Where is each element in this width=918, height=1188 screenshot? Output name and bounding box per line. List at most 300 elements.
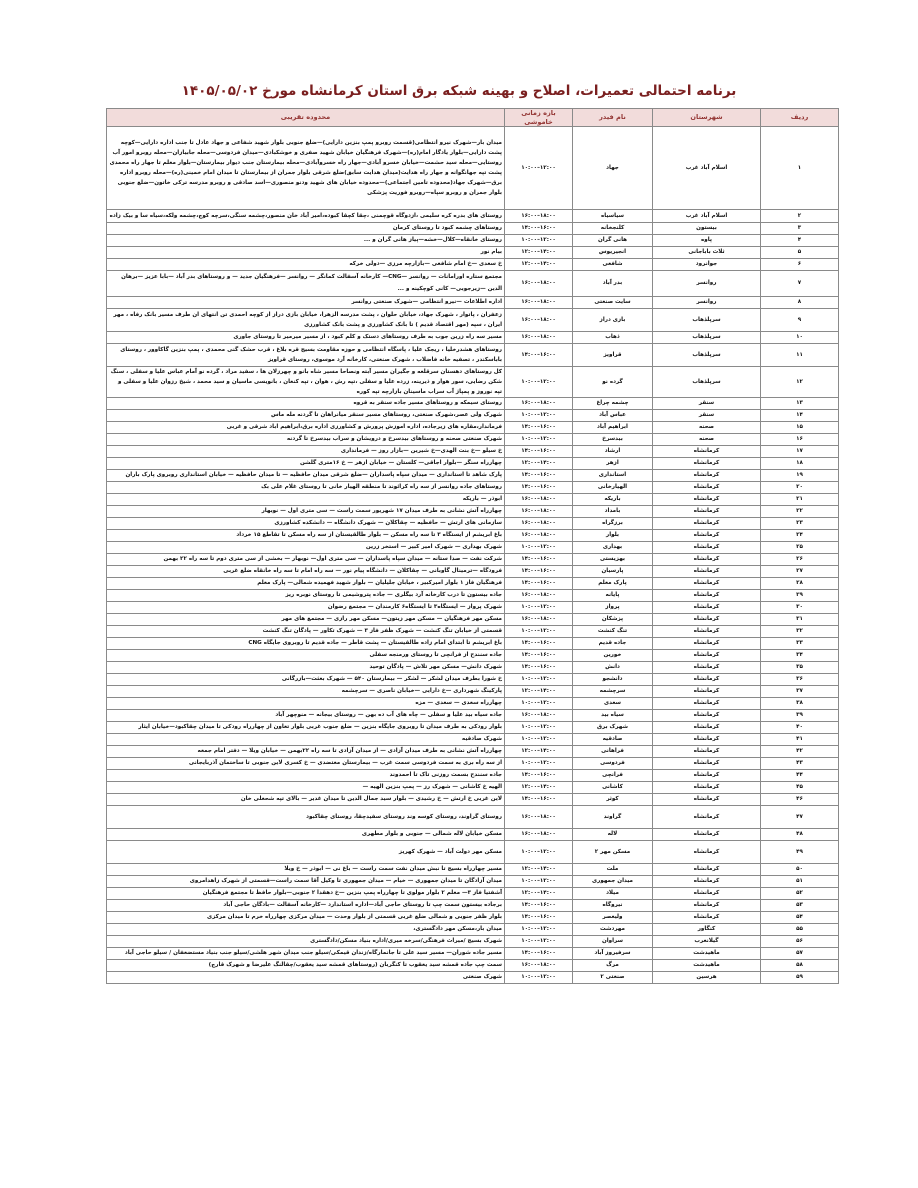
row-number-cell: ۳۴ — [761, 650, 839, 662]
table-row — [107, 518, 839, 530]
city-cell: کرمانشاه — [653, 794, 761, 806]
outage-schedule-table — [106, 108, 839, 984]
outage-time-cell: ۱۴:۰۰–۱۶:۰۰ — [505, 482, 573, 494]
row-number-cell: ۴۷ — [761, 806, 839, 829]
feeder-cell: پایانه — [573, 590, 653, 602]
row-number-cell: ۳۱ — [761, 614, 839, 626]
table-row — [107, 344, 839, 367]
feeder-cell: میدان جمهوری — [573, 876, 653, 888]
row-number-cell: ۴۸ — [761, 829, 839, 841]
row-number-cell: ۵۵ — [761, 924, 839, 936]
city-cell: ماهیدشت — [653, 960, 761, 972]
area-cell: شهرک ولی عصر،شهرک صنعتی، روستاهای مسیر سنقر میانراهان تا گردنه مله ماس — [107, 410, 505, 422]
feeder-cell: پارسیان — [573, 566, 653, 578]
row-number-cell: ۶ — [761, 259, 839, 271]
city-cell: ماهیدشت — [653, 948, 761, 960]
city-cell: کرمانشاه — [653, 864, 761, 876]
city-cell: کرمانشاه — [653, 458, 761, 470]
feeder-cell: کلنجخانه — [573, 223, 653, 235]
area-cell: برجاده بیستون سمت چپ تا روستای حاجی آباد—اداره استاندارد —کارخانه آسفالت —بادگان حاجی آباد — [107, 900, 505, 912]
outage-time-cell: ۱۲:۰۰–۱۴:۰۰ — [505, 888, 573, 900]
city-cell: کرمانشاه — [653, 482, 761, 494]
area-cell: اداره اطلاعات —نیرو انتظامی —شهرک صنعتی روانسر — [107, 297, 505, 309]
row-number-cell: ۷ — [761, 271, 839, 297]
table-row — [107, 638, 839, 650]
feeder-cell: ارشاد — [573, 446, 653, 458]
table-row — [107, 235, 839, 247]
feeder-cell: بدر آباد — [573, 271, 653, 297]
row-number-cell: ۴۱ — [761, 734, 839, 746]
row-number-cell: ۱ — [761, 127, 839, 210]
feeder-cell: پارک معلم — [573, 578, 653, 590]
row-number-cell: ۳۷ — [761, 686, 839, 698]
outage-time-cell: ۱۰:۰۰–۱۲:۰۰ — [505, 674, 573, 686]
feeder-cell: قراویز — [573, 344, 653, 367]
outage-time-cell: ۱۰:۰۰–۱۲:۰۰ — [505, 235, 573, 247]
outage-time-cell: ۱۶:۰۰–۱۸:۰۰ — [505, 210, 573, 223]
outage-time-cell: ۱۴:۰۰–۱۶:۰۰ — [505, 900, 573, 912]
feeder-cell: لاله — [573, 829, 653, 841]
outage-time-cell: ۱۴:۰۰–۱۶:۰۰ — [505, 948, 573, 960]
area-cell: ابوذر — باریکه — [107, 494, 505, 506]
feeder-cell: نیروگاه — [573, 900, 653, 912]
row-number-cell: ۳۰ — [761, 602, 839, 614]
table-row — [107, 662, 839, 674]
city-cell: اسلام آباد غرب — [653, 210, 761, 223]
header-area: محدوده تقریبی — [107, 109, 505, 127]
row-number-cell: ۱۵ — [761, 422, 839, 434]
table-row — [107, 578, 839, 590]
city-cell: کرمانشاه — [653, 470, 761, 482]
outage-time-cell: ۱۴:۰۰–۱۶:۰۰ — [505, 912, 573, 924]
area-cell: مسکن مهر دولت آباد — شهرک کهریز — [107, 841, 505, 864]
feeder-cell: دانشجو — [573, 674, 653, 686]
area-cell: شهرک پرواز — ایستگاه۳ تا ایستگاه۶ کارمندان — مجتمع رضوان — [107, 602, 505, 614]
table-row — [107, 210, 839, 223]
row-number-cell: ۲۱ — [761, 494, 839, 506]
table-body — [107, 127, 839, 984]
row-number-cell: ۴ — [761, 235, 839, 247]
row-number-cell: ۵۷ — [761, 948, 839, 960]
row-number-cell: ۳ — [761, 223, 839, 235]
city-cell: کرمانشاه — [653, 829, 761, 841]
outage-time-cell: ۱۶:۰۰–۱۸:۰۰ — [505, 806, 573, 829]
table-row — [107, 960, 839, 972]
table-row — [107, 367, 839, 398]
city-cell: روانسر — [653, 297, 761, 309]
city-cell: سرپلذهاب — [653, 332, 761, 344]
row-number-cell: ۵۹ — [761, 972, 839, 984]
outage-time-cell: ۱۴:۰۰–۱۶:۰۰ — [505, 650, 573, 662]
area-cell: کل روستاهای دهستان سرقلعه و جگیران مسیر آبته ونصاحا مسیر شاه بانو و چهرزلان ها ، سفید مراد ، گرده نو آمام عباس علیا و سفلی ، سنگ شکن رضایی، سور هوار و ذیرینه، زرده علیا و سفلی ،تپه رش ، هوان ، تپه کنعان ، بانویسی ماسیان و سید محمد ، شیخ رزوان علیا و سفلی و تپه نوروز و پمپاژ آب سراب ماسینان بازارچه تپه کوره — [107, 367, 505, 398]
outage-time-cell: ۱۲:۰۰–۱۴:۰۰ — [505, 247, 573, 259]
table-row — [107, 650, 839, 662]
table-row — [107, 434, 839, 446]
outage-time-cell: ۱۶:۰۰–۱۸:۰۰ — [505, 309, 573, 332]
area-cell: جاده بیستون تا درب کارخانه آرد بیگلری — جاده پتروشیمی تا روستای نوبره ریز — [107, 590, 505, 602]
feeder-cell: شهرک برق — [573, 722, 653, 734]
city-cell: کرمانشاه — [653, 876, 761, 888]
feeder-cell: کوثر — [573, 794, 653, 806]
area-cell: جاده سیاه بید علیا و سفلی — چاه های آب ده بهن — روستای بیجانه — منوچهر آباد — [107, 710, 505, 722]
feeder-cell: فرانچی — [573, 770, 653, 782]
row-number-cell: ۵۲ — [761, 888, 839, 900]
outage-time-cell: ۱۴:۰۰–۱۶:۰۰ — [505, 794, 573, 806]
area-cell: لاین غربی خ ارتش — خ رشیدی — بلوار سید جمال الدین تا میدان غدیر — بالای تپه شحعلی خان — [107, 794, 505, 806]
area-cell: قسمتی از خیابان تنگ کنشت — شهرک ظفر فاز ۳ — شهرک تکاور — پادگان تنگ کنشت — [107, 626, 505, 638]
feeder-cell: سعدی — [573, 698, 653, 710]
area-cell: روستای خانقاه—کلال—خشه—پیاز هانی گران و ... — [107, 235, 505, 247]
row-number-cell: ۲۴ — [761, 530, 839, 542]
row-number-cell: ۵۳ — [761, 900, 839, 912]
area-cell: بیام نور — [107, 247, 505, 259]
area-cell: پارک شاهد تا استانداری — میدان سپاه پاسداران —ضلع شرقی میدان حافظیه — تا میدان حافظیه — خیابان استانداری روبروی پارک باران — [107, 470, 505, 482]
city-cell: سرپلذهاب — [653, 367, 761, 398]
city-cell: کرمانشاه — [653, 554, 761, 566]
row-number-cell: ۱۱ — [761, 344, 839, 367]
table-row — [107, 542, 839, 554]
table-row — [107, 127, 839, 210]
row-number-cell: ۲۸ — [761, 578, 839, 590]
row-number-cell: ۲۳ — [761, 518, 839, 530]
outage-time-cell: ۱۲:۰۰–۱۴:۰۰ — [505, 686, 573, 698]
row-number-cell: ۳۳ — [761, 638, 839, 650]
area-cell: میدان بار،مسکن مهر دادگستری، — [107, 924, 505, 936]
city-cell: کرمانشاه — [653, 746, 761, 758]
outage-time-cell: ۱۴:۰۰–۱۶:۰۰ — [505, 578, 573, 590]
feeder-cell: ازهر — [573, 458, 653, 470]
feeder-cell: بلوار — [573, 530, 653, 542]
city-cell: سرپلذهاب — [653, 309, 761, 332]
city-cell: کرمانشاه — [653, 446, 761, 458]
table-row — [107, 758, 839, 770]
area-cell: زعفران ، پاتوار ، شهرک جهاد، خیابان حلوان ، پشت مدرسه الزهرا، خیابان بازی دراز از کوچه احمدی تن انتهای ان طرف مسیر بانک رفاه ، مهر ایران ، سپه (مهر اقتصاد قدیم ) تا بانک کشاورزی و پشت بانک کشاورزی — [107, 309, 505, 332]
area-cell: چهارراه آتش نشانی به طرف میدان ۱۷ شهریور سمت راست — سی متری اول — نوبهار — [107, 506, 505, 518]
row-number-cell: ۵۸ — [761, 960, 839, 972]
outage-time-cell: ۱۶:۰۰–۱۸:۰۰ — [505, 829, 573, 841]
row-number-cell: ۵۰ — [761, 864, 839, 876]
feeder-cell: ابراهیم آباد — [573, 422, 653, 434]
area-cell: روستاهای هشدرخلیا ، ریجک علیا ، پاسگاه انتظامی و حوزه مقاومت بسیج قره بلاغ ، قرب حشک گنی محمدی ، پمپ بنزین گاکاوور ، روستای باباسکندر ، تصفیه خانه فاضلاب ، شهرک صنعتی، کارخانه آرد موسوی، روستای قراویز — [107, 344, 505, 367]
city-cell: اسلام آباد غرب — [653, 127, 761, 210]
table-row — [107, 530, 839, 542]
outage-time-cell: ۱۶:۰۰–۱۸:۰۰ — [505, 614, 573, 626]
outage-time-cell: ۱۴:۰۰–۱۶:۰۰ — [505, 554, 573, 566]
outage-time-cell: ۱۰:۰۰–۱۲:۰۰ — [505, 410, 573, 422]
feeder-cell: فردوسی — [573, 758, 653, 770]
outage-time-cell: ۱۴:۰۰–۱۶:۰۰ — [505, 422, 573, 434]
outage-time-cell: ۱۲:۰۰–۱۴:۰۰ — [505, 259, 573, 271]
area-cell: خ سیلو —خ بنت الهدی—خ شیرین —بازار روز — فرمانداری — [107, 446, 505, 458]
outage-time-cell: ۱۰:۰۰–۱۲:۰۰ — [505, 626, 573, 638]
area-cell: شهرک بسیج /میراث فرهنگی/سرخه میری/اداره بنیاد مسکن/دادگستری — [107, 936, 505, 948]
table-row — [107, 398, 839, 410]
city-cell: پاوه — [653, 235, 761, 247]
table-row — [107, 506, 839, 518]
area-cell: الهیه خ کاشانی — شهرک رز — پمپ بنزین الهیه — — [107, 782, 505, 794]
outage-time-cell: ۱۲:۰۰–۱۴:۰۰ — [505, 746, 573, 758]
row-number-cell: ۳۶ — [761, 674, 839, 686]
table-row — [107, 410, 839, 422]
row-number-cell: ۵۶ — [761, 936, 839, 948]
row-number-cell: ۲۶ — [761, 554, 839, 566]
feeder-cell: پزشکان — [573, 614, 653, 626]
outage-time-cell: ۱۰:۰۰–۱۲:۰۰ — [505, 367, 573, 398]
row-number-cell: ۹ — [761, 309, 839, 332]
city-cell: کرمانشاه — [653, 614, 761, 626]
city-cell: سنقر — [653, 410, 761, 422]
table-row — [107, 770, 839, 782]
area-cell: چهارراه آتش نشانی به طرف میدان آزادی — از میدان آزادی تا سه راه ۲۲بهمن — خیابان ویلا — دفتر امام جمعه — [107, 746, 505, 758]
city-cell: کرمانشاه — [653, 518, 761, 530]
area-cell: مسکن مهر فرهنگیان — مسکن مهر زیتون— مسکن مهر رازی — مجتمع های مهر — [107, 614, 505, 626]
table-row — [107, 446, 839, 458]
feeder-cell: ملت — [573, 864, 653, 876]
header-city: شهرستان — [653, 109, 761, 127]
city-cell: کرمانشاه — [653, 710, 761, 722]
city-cell: کرمانشاه — [653, 734, 761, 746]
area-cell: خ سعدی —خ امام شافعی —بازارچه مرزی —دولی خرکه — [107, 259, 505, 271]
table-header-row — [107, 109, 839, 127]
feeder-cell: شافعی — [573, 259, 653, 271]
row-number-cell: ۴۹ — [761, 841, 839, 864]
city-cell: کرمانشاه — [653, 578, 761, 590]
area-cell: میدان بار—شهرک نیرو انتظامی(قسمت روبرو پمپ بنزین دارایی)—ضلع جنوبی بلوار شهید شفاعی و جهاد عادل تا جنب اداره دارایی—کوچه پشت دارایی—بلوار یادگار امام(ره)—شهرک فرهنگیان خیابان شهید صفری و خوشکبادی—میدان فردوسی—محله جابیازان—محله روبرو امور آب روستایی—محله سید حشمت—خیابان خسرو آبادی—جهار راه خسروآبادی—محله بیمارستان جنب دیوار بیمارستان—بلوار معلم تا جهار راه محمدی پشت تپه جهانگوانه و جهار راه هدایت(میدان هدایت سابق)ضلع شرقی بلوار جمران از بیمارستان تا میدان امام خمینی(ره)—محله روبرو اداره برق—شهرک جهاد(محدوده تامین اجتماعی)—محدوده خیابان های شهید ودنو منصوری—اسد صادقی و روبرو مدرسه ترکی خاتون—ضلع جنوبی بلوار جمران و روبرو سپاه—روبرو فوریت پزشکی — [107, 127, 505, 210]
outage-time-cell: ۱۶:۰۰–۱۸:۰۰ — [505, 271, 573, 297]
header-row-number: ردیف — [761, 109, 839, 127]
feeder-cell: انجیریوس — [573, 247, 653, 259]
area-cell: شهرک بهداری — شهرک امیر کبیر — استخر زرین — [107, 542, 505, 554]
outage-time-cell: ۱۶:۰۰–۱۸:۰۰ — [505, 710, 573, 722]
area-cell: مسیر چهارراه بسیج تا نبش میدان نفت سمت راست — باغ نی — ابوذر — خ ویلا — [107, 864, 505, 876]
outage-time-cell: ۱۰:۰۰–۱۲:۰۰ — [505, 434, 573, 446]
table-row — [107, 494, 839, 506]
city-cell: کرمانشاه — [653, 602, 761, 614]
area-cell: روستای های بدره کره سلیمی ،ازدوگاه قوچمنی ،چقا کچقا کبوده،امیر آباد خان منصور،چشمه سنگی،سرچه کوچ،چشمه ولکه،سیاه سا و بیک زاده — [107, 210, 505, 223]
feeder-cell: گراوند — [573, 806, 653, 829]
outage-time-cell: ۱۲:۰۰–۱۴:۰۰ — [505, 782, 573, 794]
city-cell: کرمانشاه — [653, 686, 761, 698]
area-cell: شهرک صادقیه — [107, 734, 505, 746]
area-cell: روستاهای چشمه کبود تا روستای کرمان — [107, 223, 505, 235]
outage-time-cell: ۱۴:۰۰–۱۶:۰۰ — [505, 470, 573, 482]
area-cell: میدان آزادگان تا میدان جمهوری — خیام — میدان جمهوری تا وکیل آقا سمت راست—قسمتی از شهرک زاهدامروی — [107, 876, 505, 888]
city-cell: کرمانشاه — [653, 806, 761, 829]
area-cell: پارکینگ شهرداری —خ دارایی —خیابان ناصری — سرچشمه — [107, 686, 505, 698]
row-number-cell: ۱۲ — [761, 367, 839, 398]
outage-time-cell: ۱۶:۰۰–۱۸:۰۰ — [505, 518, 573, 530]
table-row — [107, 566, 839, 578]
outage-time-cell: ۱۲:۰۰–۱۴:۰۰ — [505, 864, 573, 876]
outage-time-cell: ۱۰:۰۰–۱۲:۰۰ — [505, 127, 573, 210]
outage-time-cell: ۱۴:۰۰–۱۶:۰۰ — [505, 566, 573, 578]
table-row — [107, 722, 839, 734]
feeder-cell: بامداد — [573, 506, 653, 518]
feeder-cell: مسکن مهر ۲ — [573, 841, 653, 864]
city-cell: کرمانشاه — [653, 626, 761, 638]
feeder-cell: ولیعصر — [573, 912, 653, 924]
city-cell: کرمانشاه — [653, 674, 761, 686]
table-row — [107, 674, 839, 686]
outage-time-cell: ۱۴:۰۰–۱۶:۰۰ — [505, 638, 573, 650]
row-number-cell: ۳۸ — [761, 698, 839, 710]
feeder-cell: پرواز — [573, 602, 653, 614]
table-row — [107, 602, 839, 614]
city-cell: سنقر — [653, 398, 761, 410]
city-cell: هرسین — [653, 972, 761, 984]
feeder-cell: خورین — [573, 650, 653, 662]
area-cell: فرماندار،مقاره های زیرجاده، اداره اموزش پرورش و کشاورزی اداره برق،ابراهیم اباد شرقی و غربی — [107, 422, 505, 434]
city-cell: کرمانشاه — [653, 900, 761, 912]
feeder-cell: ذهاب — [573, 332, 653, 344]
feeder-cell: جاده قدیم — [573, 638, 653, 650]
outage-time-cell: ۱۲:۰۰–۱۴:۰۰ — [505, 458, 573, 470]
outage-time-cell: ۱۰:۰۰–۱۲:۰۰ — [505, 698, 573, 710]
area-cell: مسیر جاده شوران— مسیر سید علی تا جانمارگاه/زندان قیمکی/سیلو جنب میدان شهر هلشی/سیلو جنب بنیاد مستضعفان / سیلو حاجی آباد — [107, 948, 505, 960]
row-number-cell: ۳۲ — [761, 626, 839, 638]
table-row — [107, 841, 839, 864]
outage-time-cell: ۱۶:۰۰–۱۸:۰۰ — [505, 960, 573, 972]
city-cell: جوانرود — [653, 259, 761, 271]
table-row — [107, 710, 839, 722]
feeder-cell: چشمه چراغ — [573, 398, 653, 410]
outage-time-cell: ۱۰:۰۰–۱۲:۰۰ — [505, 876, 573, 888]
table-row — [107, 936, 839, 948]
row-number-cell: ۱۰ — [761, 332, 839, 344]
area-cell: باغ ابریشم تا ابتدای امام زاده طالقیستان — پشت قاطر — جاده قدیم تا روبروی جایگاه CNG — [107, 638, 505, 650]
city-cell: کرمانشاه — [653, 912, 761, 924]
city-cell: کرمانشاه — [653, 650, 761, 662]
table-row — [107, 470, 839, 482]
table-row — [107, 590, 839, 602]
outage-time-cell: ۱۰:۰۰–۱۲:۰۰ — [505, 936, 573, 948]
row-number-cell: ۲ — [761, 210, 839, 223]
row-number-cell: ۵ — [761, 247, 839, 259]
table-row — [107, 746, 839, 758]
feeder-cell: گرده نو — [573, 367, 653, 398]
city-cell: کرمانشاه — [653, 590, 761, 602]
feeder-cell: کاشانی — [573, 782, 653, 794]
area-cell: جاده سنندج از فرانچی تا روستای ورمنجه سفلی — [107, 650, 505, 662]
feeder-cell: سیاسیاه — [573, 210, 653, 223]
area-cell: روستاهای جاده روانسر از سه راه کرائوند تا منطقه الهیار خانی تا روستای غلام علی بک — [107, 482, 505, 494]
row-number-cell: ۴۶ — [761, 794, 839, 806]
feeder-cell: سایت صنعتی — [573, 297, 653, 309]
city-cell: کرمانشاه — [653, 841, 761, 864]
feeder-cell: سیاه بید — [573, 710, 653, 722]
table-row — [107, 259, 839, 271]
feeder-cell: بهزیستی — [573, 554, 653, 566]
outage-time-cell: ۱۴:۰۰–۱۶:۰۰ — [505, 662, 573, 674]
table-row — [107, 614, 839, 626]
header-feeder: نام فیدر — [573, 109, 653, 127]
feeder-cell: بازی دراز — [573, 309, 653, 332]
outage-time-cell: ۱۰:۰۰–۱۲:۰۰ — [505, 542, 573, 554]
feeder-cell: باریکه — [573, 494, 653, 506]
table-row — [107, 554, 839, 566]
city-cell: کرمانشاه — [653, 542, 761, 554]
row-number-cell: ۱۳ — [761, 398, 839, 410]
row-number-cell: ۱۴ — [761, 410, 839, 422]
table-row — [107, 948, 839, 960]
outage-time-cell: ۱۴:۰۰–۱۶:۰۰ — [505, 446, 573, 458]
area-cell: روستای سیمکه و روستاهای مسیر جاده سنقر به قروه — [107, 398, 505, 410]
feeder-cell: میلاد — [573, 888, 653, 900]
row-number-cell: ۲۰ — [761, 482, 839, 494]
table-row — [107, 458, 839, 470]
city-cell: کرمانشاه — [653, 566, 761, 578]
row-number-cell: ۳۵ — [761, 662, 839, 674]
table-row — [107, 247, 839, 259]
area-cell: چهارراه سعدی — سعدی — مزه — [107, 698, 505, 710]
page-title: برنامه احتمالی تعمیرات، اصلاح و بهینه شبکه برق استان کرمانشاه مورخ ۱۴۰۵/۰۵/۰۲ — [181, 83, 737, 99]
area-cell: مسیر سه راه زرین جوب به طرف روستاهای دستک و کلم کبود ، از مسیر میرمیر تا روستای جاوری — [107, 332, 505, 344]
outage-time-cell: ۱۴:۰۰–۱۶:۰۰ — [505, 770, 573, 782]
feeder-cell: سراوان — [573, 936, 653, 948]
city-cell: روانسر — [653, 271, 761, 297]
outage-time-cell: ۱۰:۰۰–۱۲:۰۰ — [505, 734, 573, 746]
outage-time-cell: ۱۴:۰۰–۱۶:۰۰ — [505, 344, 573, 367]
area-cell: شهرک صنعتی — [107, 972, 505, 984]
feeder-cell: جهاد — [573, 127, 653, 210]
row-number-cell: ۱۹ — [761, 470, 839, 482]
row-number-cell: ۴۰ — [761, 722, 839, 734]
city-cell: کرمانشاه — [653, 530, 761, 542]
area-cell: باغ ابریشم از ایستگاه ۳ تا سه راه مسکن — بلوار طالقیستان از سه راه مسکن تا تقاطع ۱۵ خرداد — [107, 530, 505, 542]
table-row — [107, 864, 839, 876]
feeder-cell: مرگ — [573, 960, 653, 972]
city-cell: کرمانشاه — [653, 698, 761, 710]
table-row — [107, 806, 839, 829]
feeder-cell: بهداری — [573, 542, 653, 554]
feeder-cell: صنعتی ۲ — [573, 972, 653, 984]
city-cell: گیلانغرب — [653, 936, 761, 948]
city-cell: بیستون — [653, 223, 761, 235]
outage-time-cell: ۱۴:۰۰–۱۶:۰۰ — [505, 223, 573, 235]
table-row — [107, 794, 839, 806]
city-cell: صحنه — [653, 434, 761, 446]
table-row — [107, 422, 839, 434]
table-row — [107, 900, 839, 912]
row-number-cell: ۴۲ — [761, 746, 839, 758]
city-cell: کرمانشاه — [653, 722, 761, 734]
area-cell: فرودگاه —ترمینال گاوبانی — چقاکلان — دانشگاه پیام نور — سه راه امام تا سه راه خانقاه ضلع غربی — [107, 566, 505, 578]
table-row — [107, 271, 839, 297]
outage-time-cell: ۱۶:۰۰–۱۸:۰۰ — [505, 506, 573, 518]
city-cell: کرمانشاه — [653, 782, 761, 794]
feeder-cell: سرچشمه — [573, 686, 653, 698]
area-cell: چهارراه سنگر —بلوار اجاقی— کلستان — خیابان ازهر — خ ۱۶متری گلشن — [107, 458, 505, 470]
feeder-cell: مهردشت — [573, 924, 653, 936]
outage-time-cell: ۱۰:۰۰–۱۲:۰۰ — [505, 924, 573, 936]
feeder-cell: عباس آباد — [573, 410, 653, 422]
area-cell: آشفتیا فاز ۳— معلم ۲ بلوار مولوی تا چهارراه پمپ بنزین —خ دهقدا ۲ جنوبی—بلوار حافظ تا مجتمع فرهنگیان — [107, 888, 505, 900]
row-number-cell: ۴۳ — [761, 758, 839, 770]
table-row — [107, 332, 839, 344]
row-number-cell: ۲۵ — [761, 542, 839, 554]
table-row — [107, 698, 839, 710]
feeder-cell: استانداری — [573, 470, 653, 482]
city-cell: کرمانشاه — [653, 758, 761, 770]
outage-time-cell: ۱۶:۰۰–۱۸:۰۰ — [505, 494, 573, 506]
table-row — [107, 972, 839, 984]
outage-time-cell: ۱۶:۰۰–۱۸:۰۰ — [505, 398, 573, 410]
outage-time-cell: ۱۶:۰۰–۱۸:۰۰ — [505, 297, 573, 309]
table-row — [107, 223, 839, 235]
area-cell: بلوار رودکی به طرف میدان تا روبروی جایگاه بنزین — ضلع جنوب غربی بلوار تعاون از چهارراه رودکی تا میدان چقاکبود—خیابان ایثار — [107, 722, 505, 734]
row-number-cell: ۲۷ — [761, 566, 839, 578]
area-cell: فرهنگیان فاز ۱ بلوار امیرکبیر ، خیابان جلیلیان — بلوار شهید فهمیده شمالی— پارک معلم — [107, 578, 505, 590]
